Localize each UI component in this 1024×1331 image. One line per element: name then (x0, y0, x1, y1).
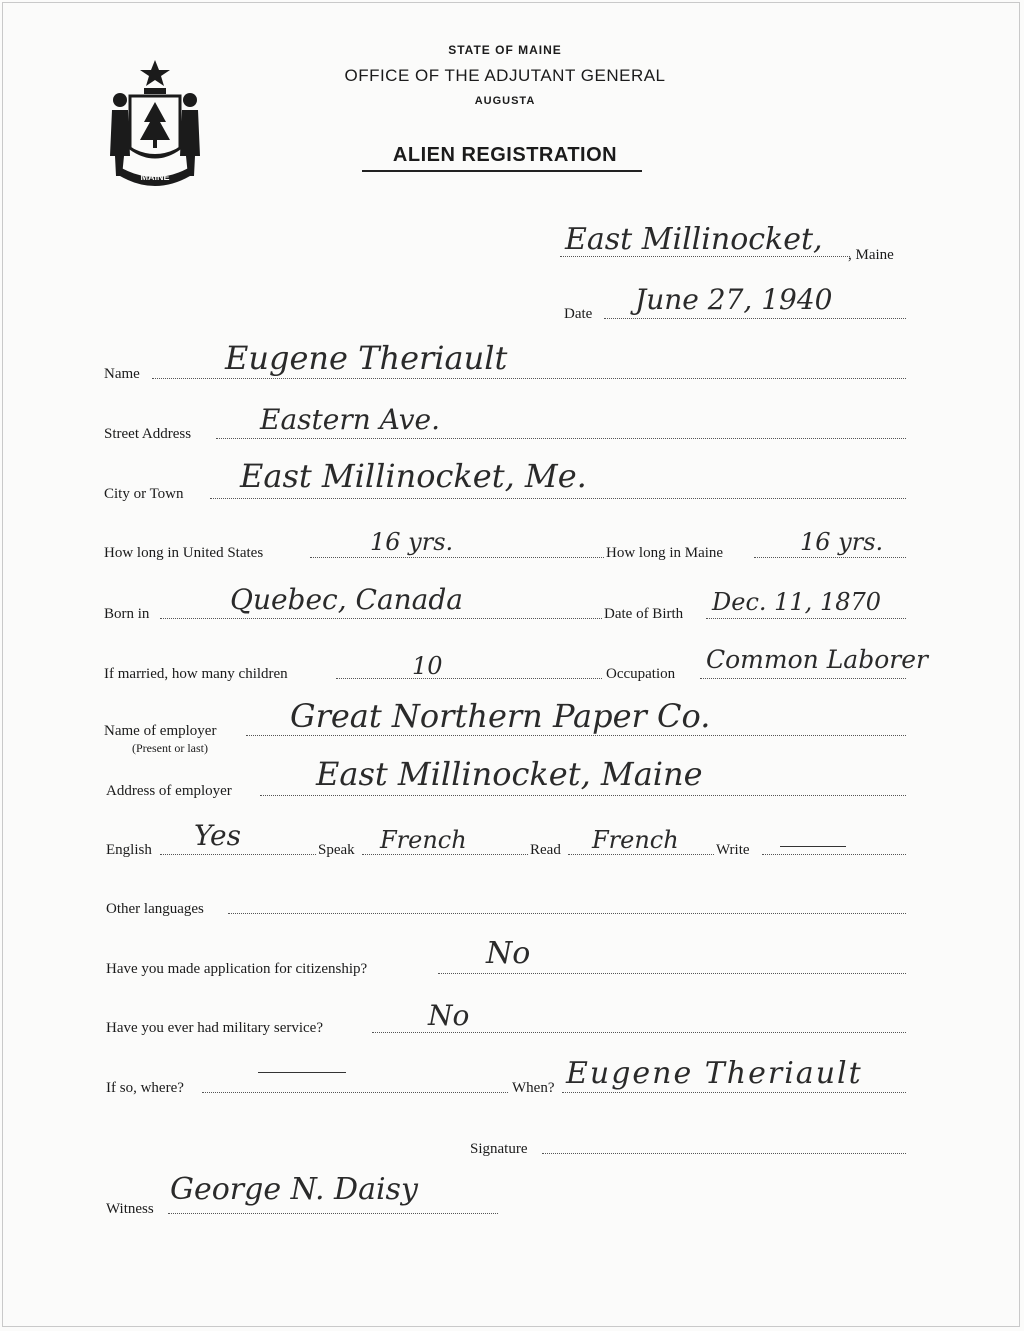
military-line (372, 1032, 906, 1033)
name-value: Eugene Theriault (225, 339, 508, 377)
city-or-town-line (210, 498, 906, 499)
other-languages-label: Other languages (106, 901, 204, 917)
speak-value: French (380, 826, 467, 854)
english-label: English (106, 842, 152, 858)
read-label: Read (530, 842, 561, 858)
employer-address-label: Address of employer (106, 783, 232, 799)
children-value: 10 (412, 652, 443, 680)
date-of-birth-line (706, 618, 906, 619)
state-heading: STATE OF MAINE (448, 43, 562, 57)
witness-line (168, 1213, 498, 1214)
born-in-label: Born in (104, 606, 150, 622)
how-long-us-value: 16 yrs. (370, 528, 454, 556)
name-label: Name (104, 366, 140, 382)
how-long-us-label: How long in United States (104, 545, 264, 561)
occupation-line (700, 678, 906, 679)
employer-name-note: (Present or last) (132, 741, 208, 755)
children-label: If married, how many children (104, 666, 288, 682)
witness-label: Witness (106, 1201, 154, 1217)
seal-banner-text: MAINE (140, 172, 170, 182)
how-long-maine-line (754, 557, 906, 558)
title-underline (362, 170, 642, 172)
witness-signature: George N. Daisy (170, 1172, 418, 1207)
town-value: East Millinocket, (565, 222, 823, 257)
born-in-value: Quebec, Canada (230, 583, 463, 616)
read-line (568, 854, 714, 855)
citizenship-value: No (486, 936, 531, 971)
english-line (160, 854, 316, 855)
other-languages-line (228, 913, 906, 914)
when-label: When? (512, 1080, 555, 1096)
date-of-birth-value: Dec. 11, 1870 (712, 588, 882, 616)
date-value: June 27, 1940 (635, 283, 833, 316)
how-long-maine-label: How long in Maine (606, 545, 724, 561)
children-line (336, 678, 602, 679)
name-line (152, 378, 906, 379)
citizenship-label: Have you made application for citizenship? (106, 961, 368, 977)
date-label: Date (564, 306, 593, 322)
read-value: French (592, 826, 679, 854)
speak-label: Speak (318, 842, 355, 858)
citizenship-line (438, 973, 906, 974)
date-line (604, 318, 906, 319)
if-so-where-line (202, 1092, 508, 1093)
english-value: Yes (194, 819, 241, 852)
maine-state-seal (100, 56, 210, 186)
write-label: Write (716, 842, 750, 858)
form-title: ALIEN REGISTRATION (392, 144, 618, 166)
how-long-maine-value: 16 yrs. (800, 528, 884, 556)
signature-line (542, 1153, 906, 1154)
if-so-where-blank-dash (258, 1072, 346, 1073)
write-line (762, 854, 906, 855)
how-long-us-line (310, 557, 604, 558)
employer-name-value: Great Northern Paper Co. (290, 697, 711, 735)
occupation-value: Common Laborer (706, 645, 928, 674)
born-in-line (160, 618, 602, 619)
street-address-label: Street Address (104, 426, 192, 442)
signature-label: Signature (470, 1141, 528, 1157)
maine-label: , Maine (848, 247, 894, 263)
when-line (562, 1092, 906, 1093)
employer-address-line (260, 795, 906, 796)
military-label: Have you ever had military service? (106, 1020, 323, 1036)
employer-address-value: East Millinocket, Maine (316, 755, 703, 793)
applicant-signature: Eugene Theriault (566, 1056, 863, 1091)
occupation-label: Occupation (606, 666, 676, 682)
city-or-town-label: City or Town (104, 486, 184, 502)
employer-name-label: Name of employer (104, 723, 217, 739)
city-heading: AUGUSTA (474, 95, 536, 107)
date-of-birth-label: Date of Birth (604, 606, 684, 622)
employer-name-line (246, 735, 906, 736)
if-so-where-label: If so, where? (106, 1080, 184, 1096)
speak-line (362, 854, 528, 855)
office-heading: OFFICE OF THE ADJUTANT GENERAL (344, 66, 666, 85)
military-value: No (428, 999, 470, 1032)
city-or-town-value: East Millinocket, Me. (240, 457, 587, 495)
street-address-line (216, 438, 906, 439)
street-address-value: Eastern Ave. (260, 403, 441, 436)
write-blank-dash (780, 846, 846, 847)
